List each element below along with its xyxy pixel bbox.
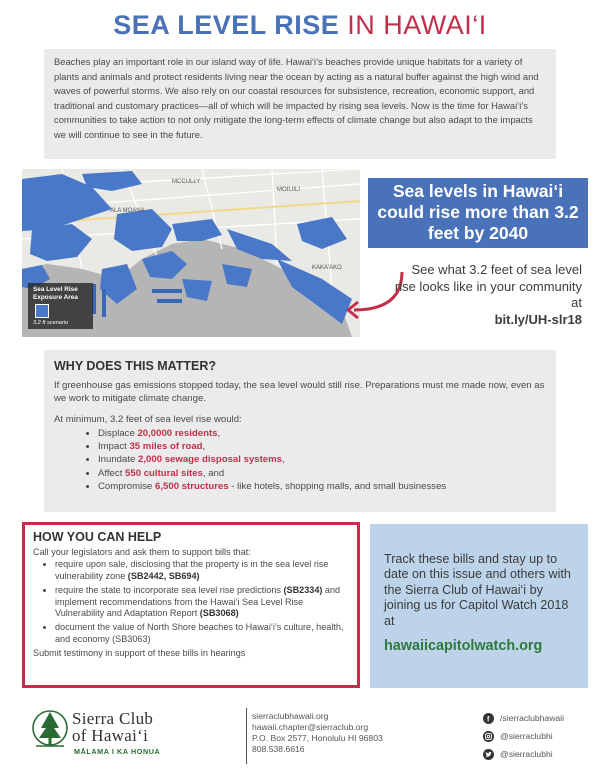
why-paragraph: If greenhouse gas emissions stopped today, the sea level would still rise. Preparations must me made now, even as we work to mitigate climate change. [54,380,545,404]
slr-viewer-link[interactable]: bit.ly/UH-slr18 [494,311,582,327]
footer [0,700,600,776]
sea-level-map [22,169,360,337]
org-name: Sierra Club of Hawai‘i [72,709,154,745]
why-matters-section [44,350,556,512]
facebook-icon [483,713,494,724]
instagram-icon [483,731,494,742]
legend-scenario: 3.2 ft scenario [33,320,69,326]
map-label-moiliili: MOILIILI [277,187,301,193]
intro-paragraph: Beaches play an important role in our island way of life. Hawai‘i’s beaches provide unique habitats for a variety of plants and animals and protect residents living near the ocean by acting as a natural buffer against the high wind and waves of powerful storms. We also rely on our coastal resources for subsistence, recreation, economic support, and traditional and customary practices—all of which will be impacted by rising sea levels. Now is the time for Hawai‘i’s communities to take action to not only mitigate the long-term effects of climate change but also adapt to the impacts we will continue to see in the future. [44,49,556,159]
impact-item: • Affect 550 cultural sites, and [98,467,546,480]
why-heading: WHY DOES THIS MATTER? [54,359,217,373]
legend-swatch [35,304,49,318]
mailing-address: P.O. Box 2577, Honolulu HI 96803 [252,733,383,743]
map-label-mccully: MCCULLY [172,179,201,185]
phone-number[interactable]: 808.538.6616 [252,744,305,754]
capitol-watch-box [370,524,588,688]
legend-title: Sea Level Rise Exposure Area [33,286,78,301]
twitter-icon [483,749,494,760]
title-main: SEA LEVEL RISE [113,10,340,40]
map-legend [28,283,93,329]
bill-item: • document the value of North Shore beaches to Hawai‘i’s culture, health, and economy (SB3063) [55,622,349,645]
track-text: Track these bills and stay up to date on this issue and others with the Sierra Club of Hawai‘i by joining us for Capitol Watch 2018 at [384,552,571,628]
headline-banner: Sea levels in Hawai‘i could rise more than 3.2 feet by 2040 [368,178,588,248]
bill-item: • require the state to incorporate sea level rise predictions (SB2334) and implement recommendations from the Hawai‘i Sea Level Rise Vulnerability and Adaptation Report (SB3068) [55,585,349,619]
social-instagram[interactable]: @sierraclubhi [483,727,564,745]
impact-item: • Impact 35 miles of road, [98,440,546,453]
help-intro: Call your legislators and ask them to support bills that: [33,547,251,557]
svg-text:f: f [487,716,490,722]
social-links [483,709,564,763]
impact-item: • Displace 20,0000 residents, [98,427,546,440]
email-link[interactable]: hawaii.chapter@sierraclub.org [252,722,369,732]
impact-list [54,427,546,493]
impact-item: • Inundate 2,000 sewage disposal systems, [98,453,546,466]
how-you-can-help-section [22,522,360,688]
map-label-kakaako: KAKA'AKO [312,265,342,271]
see-what-callout [392,262,582,328]
website-link[interactable]: sierraclubhawaii.org [252,711,329,721]
footer-divider [246,708,247,764]
title-sub: IN HAWAI‘I [347,10,487,40]
page-title [0,10,600,41]
help-outro: Submit testimony in support of these bills in hearings [33,648,246,659]
org-tagline: MĀLAMA I KA HONUA [74,747,161,756]
capitol-watch-link[interactable]: hawaiicapitolwatch.org [384,638,543,655]
sierra-club-tree-logo-icon [32,706,68,756]
social-facebook[interactable]: f /sierraclubhawaii [483,709,564,727]
why-lead-in: At minimum, 3.2 feet of sea level rise would: [54,414,242,425]
help-heading: HOW YOU CAN HELP [33,530,162,544]
see-what-text: See what 3.2 feet of sea level rise looks like in your community at [394,262,582,310]
social-twitter[interactable]: @sierraclubhi [483,745,564,763]
contact-info [252,711,383,755]
bill-list [33,559,349,645]
bill-item: • require upon sale, disclosing that the property is in the sea level rise vulnerability zone (SB2442, SB694) [55,559,349,582]
impact-item: • Compromise 6,500 structures - like hotels, shopping malls, and small businesses [98,480,546,493]
map-label-ala-moana: ALA MOANA [110,208,145,214]
